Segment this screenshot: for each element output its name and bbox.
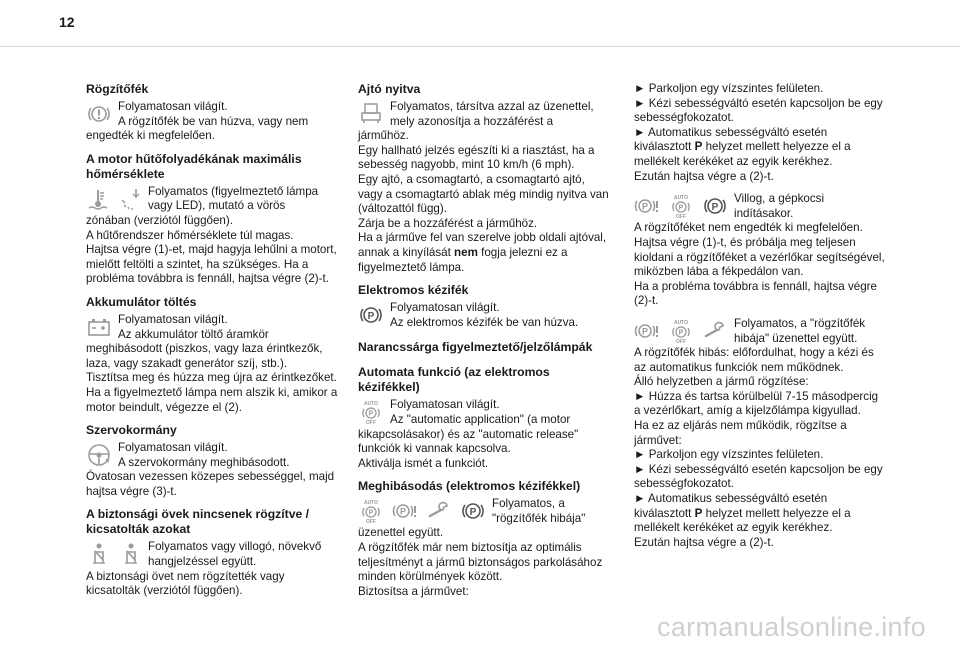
text-line: sebességfokozatot. [634, 111, 734, 125]
text-line: A hűtőrendszer hőmérséklete túl magas. [86, 228, 294, 242]
text-line: kikapcsolásakor) és az "automatic release" [358, 427, 579, 441]
section-seatbelts [86, 507, 351, 598]
text-line: Folyamatosan világít. [118, 312, 228, 326]
text-line: funkciók ki vannak kapcsolva. [358, 442, 511, 456]
text-line: Zárja be a hozzáférést a járműhöz. [358, 216, 538, 230]
text-line: hibája" üzenettel együtt. [734, 331, 858, 345]
text-line: üzenettel együtt. [358, 526, 444, 540]
text-line: (2)-t. [634, 294, 659, 308]
section-title: Akkumulátor töltés [86, 294, 197, 309]
text-line: zónában (verziótól függően). [86, 213, 233, 227]
text-line: járművet: [634, 433, 682, 447]
text-line: Ha ez az eljárás nem működik, rögzítse a [634, 419, 847, 433]
text-line: mely azonosítja a hozzáférést a [390, 114, 554, 128]
text-line: sebesség nagyobb, mint 10 km/h (6 mph). [358, 158, 575, 172]
auto-off-icon [358, 498, 384, 524]
text-line: A rögzítőfék már nem biztosítja az optimális [358, 541, 582, 555]
text-line: sebességfokozatot. [634, 477, 734, 491]
text-line: Egy hallható jelzés egészíti ki a riasztást, ha a [358, 143, 595, 157]
text-line: Folyamatosan világít. [390, 398, 500, 412]
text-line: Az akkumulátor töltő áramkör [118, 327, 269, 341]
column-left [86, 82, 351, 607]
text-line: annak a kinyílását nem fogja jelezni ez a [358, 245, 568, 259]
text-line: Aktiválja ismét a funkciót. [358, 456, 489, 470]
text-line: ► Automatikus sebességváltó esetén [634, 125, 828, 139]
text-line: hangjelzéssel együtt. [148, 555, 257, 569]
page-number: 12 [59, 14, 75, 30]
steering-warning-icon [86, 442, 112, 468]
section-title: Automata funkció (az elektromos kézifékkel) [358, 365, 550, 395]
text-line: (változattól függ). [358, 202, 447, 216]
seatbelt-passenger-icon [118, 541, 144, 567]
text-line: Óvatosan vezessen közepes sebességgel, majd [86, 470, 335, 484]
text-line: Álló helyzetben a jármű rögzítése: [634, 375, 809, 389]
text-line: Ha a figyelmeztető lámpa nem alszik ki, amikor a [86, 385, 338, 399]
text-line: ► Automatikus sebességváltó esetén [634, 492, 828, 506]
text-line: mielőtt feltölti a szintet, ha szükséges. Ha a [86, 257, 309, 271]
text-line: indításakor. [734, 206, 794, 220]
text-line: Folyamatos, a "rögzítőfék [734, 316, 866, 330]
text-line: ► Parkoljon egy vízszintes felületen. [634, 82, 824, 95]
securing-steps-1 [634, 82, 896, 184]
section-title: A biztonsági övek nincsenek rögzítve / kicsatolták azokat [86, 507, 310, 537]
text-line: motor beindult, végezze el (2). [86, 400, 242, 414]
text-line: ► Húzza és tartsa körülbelül 7-15 másodpercig [634, 389, 879, 403]
electric-parking-brake-icon [358, 302, 384, 328]
text-line: Az elektromos kézifék be van húzva. [390, 315, 579, 329]
wrench-icon [702, 318, 728, 344]
section-malfunction [358, 479, 623, 599]
text-line: az automatikus funkciók nem működnek. [634, 360, 844, 374]
text-line: A rögzítőfék be van húzva, vagy nem [118, 114, 309, 128]
text-line: járműhöz. [358, 129, 409, 143]
text-line: laza, vagy szakadt generátor szíj, stb.). [86, 356, 288, 370]
text-line: Hajtsa végre (1)-t, és próbálja meg teljesen [634, 235, 856, 249]
section-title: Elektromos kézifék [358, 283, 469, 298]
section-coolant-temperature [86, 152, 351, 287]
section-title: Meghibásodás (elektromos kézifékkel) [358, 479, 581, 494]
seatbelt-icon [86, 541, 112, 567]
text-line: a vezérlőkart, amíg a kijelzőlámpa kigyullad. [634, 404, 861, 418]
header-divider [0, 46, 960, 47]
parking-brake-fault-icon [634, 193, 660, 219]
text-line: Tisztítsa meg és húzza meg újra az érintkezőket. [86, 371, 337, 385]
section-power-steering [86, 423, 351, 499]
text-line: A rögzítőféket nem engedték ki megfelelően. [634, 221, 863, 235]
text-line: Ezután hajtsa végre a (2)-t. [634, 535, 774, 549]
section-title: Szervokormány [86, 423, 177, 438]
text-line: Folyamatosan világít. [118, 441, 228, 455]
text-line: Ha a járműve fel van szerelve jobb oldali ajtóval, [358, 231, 607, 245]
text-line: Ha a probléma továbbra is fennáll, hajtsa végre [634, 279, 877, 293]
auto-off-icon [668, 193, 694, 219]
text-line: Hajtsa végre (1)-et, majd hagyja lehűlni a motort, [86, 243, 337, 257]
section-battery-charge [86, 295, 351, 415]
text-line: A rögzítőfék hibás: előfordulhat, hogy a kézi és [634, 346, 874, 360]
text-line: "rögzítőfék hibája" [492, 511, 586, 525]
text-line: kiválasztott P helyzet mellett helyezze el a [634, 140, 851, 154]
text-line: Egy ajtó, a csomagtartó, a csomagtartó ajtó, [358, 172, 585, 186]
text-line: meghibásodott (piszkos, vagy laza érintkezők, [86, 342, 323, 356]
text-line: Folyamatos (figyelmeztető lámpa [148, 184, 319, 198]
door-open-icon [358, 101, 384, 127]
section-electric-parking-brake [358, 283, 623, 330]
text-line: miközben lába a fékpedálon van. [634, 265, 804, 279]
parking-brake-fault-icon [634, 318, 660, 344]
text-line: kicsatolták (verziótól függően). [86, 584, 243, 598]
text-line: engedték ki megfelelően. [86, 129, 215, 143]
text-line: mellékelt kerékéket az egyik kerékhez. [634, 154, 833, 168]
text-line: Az "automatic application" (a motor [390, 412, 571, 426]
section-orange-lamps [358, 340, 623, 355]
text-line: Folyamatosan világít. [390, 301, 500, 315]
parking-brake-fault-icon [392, 498, 418, 524]
text-line: A biztonsági övet nem rögzítették vagy [86, 569, 285, 583]
watermark-text: carmanualsonline.info [657, 612, 926, 642]
text-line: A szervokormány meghibásodott. [118, 455, 290, 469]
section-parking-brake [86, 82, 351, 144]
battery-icon [86, 314, 112, 340]
text-line: Folyamatos, társítva azzal az üzenettel, [390, 100, 594, 113]
section-title: Ajtó nyitva [358, 82, 421, 96]
auto-off-icon [668, 318, 694, 344]
text-line: kiválasztott P helyzet mellett helyezze el a [634, 506, 851, 520]
text-line: vagy a csomagtartó ablak még mindig nyitva van [358, 187, 609, 201]
electric-parking-brake-icon [460, 498, 486, 524]
section-title: Narancssárga figyelmeztető/jelzőlámpák [358, 340, 593, 355]
column-middle [358, 82, 623, 607]
text-line: hajtsa végre (3)-t. [86, 484, 177, 498]
text-line: Folyamatos, a [492, 497, 565, 511]
section-title: A motor hűtőfolyadékának maximális hőmérséklete [86, 151, 302, 181]
text-line: probléma továbbra is fennáll, hajtsa végre (2)-t. [86, 272, 329, 286]
brake-warning-icon [86, 101, 112, 127]
column-right [634, 82, 896, 558]
section-flashing-start [634, 192, 896, 309]
text-line: vagy LED), mutató a vörös [148, 199, 286, 213]
coolant-level-icon [118, 186, 144, 212]
text-line: Folyamatos vagy villogó, növekvő [148, 540, 322, 554]
text-line: figyelmeztető lámpa. [358, 260, 465, 274]
text-line: Ezután hajtsa végre a (2)-t. [634, 169, 774, 183]
text-line: ► Kézi sebességváltó esetén kapcsoljon be egy [634, 462, 883, 476]
section-auto-function [358, 365, 623, 471]
text-line: mellékelt kerékéket az egyik kerékhez. [634, 521, 833, 535]
text-line: Folyamatosan világít. [118, 100, 228, 113]
auto-off-icon [358, 399, 384, 425]
text-line: ► Parkoljon egy vízszintes felületen. [634, 448, 824, 462]
text-line: kioldani a rögzítőféket a vezérlőkar segítségével, [634, 250, 885, 264]
text-line: Biztosítsa a járművet: [358, 584, 469, 598]
coolant-temperature-icon [86, 186, 112, 212]
section-title: Rögzítőfék [86, 82, 149, 96]
text-line: ► Kézi sebességváltó esetén kapcsoljon be egy [634, 96, 883, 110]
text-line: Villog, a gépkocsi [734, 192, 825, 206]
section-door-open [358, 82, 623, 275]
wrench-icon [426, 498, 452, 524]
section-brake-fault [634, 317, 896, 551]
electric-parking-brake-icon [702, 193, 728, 219]
text-line: minden körülmények között. [358, 570, 503, 584]
text-line: teljesítményt a jármű biztonságos parkolásához [358, 555, 603, 569]
